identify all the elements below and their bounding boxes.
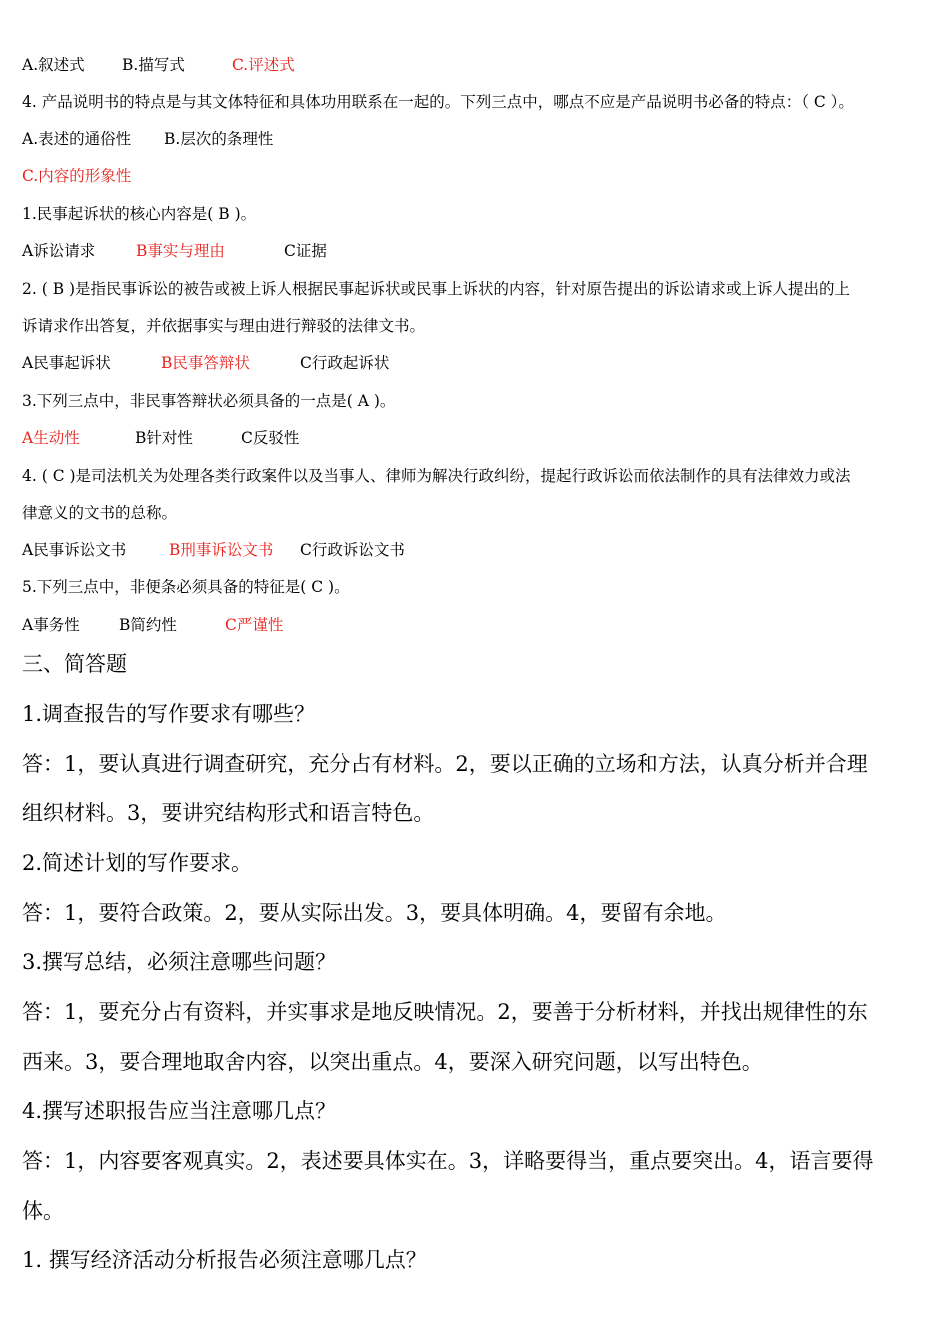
mc-question: 1.民事起诉状的核心内容是( B )。 [22, 205, 257, 223]
mc-question-cont: 诉请求作出答复，并依据事实与理由进行辩驳的法律文书。 [22, 317, 426, 335]
option-b-answer: B事实与理由 [136, 242, 225, 260]
answer-1-line-2: 组织材料。3，要讲究结构形式和语言特色。 [22, 801, 435, 825]
answer-2: 答：1，要符合政策。2，要从实际出发。3，要具体明确。4，要留有余地。 [22, 901, 727, 925]
answer-3-line-2: 西来。3，要合理地取舍内容，以突出重点。4，要深入研究问题，以写出特色。 [22, 1050, 763, 1074]
mc-question: 2. ( B )是指民事诉讼的被告或被上诉人根据民事起诉状或民事上诉状的内容，针对原告提出的诉讼请求或上诉人提出的上 [22, 280, 851, 298]
option-a: A民事起诉状 [22, 354, 111, 372]
mc-question: 3.下列三点中，非民事答辩状必须具备的一点是( A )。 [22, 392, 396, 410]
option-b: B.层次的条理性 [164, 130, 274, 148]
answer-4-line-1: 答：1，内容要客观真实。2，表述要具体实在。3，详略要得当，重点要突出。4，语言要得 [22, 1149, 874, 1173]
option-b: B.描写式 [122, 56, 185, 74]
option-c: C反驳性 [241, 429, 300, 447]
option-a: A.叙述式 [22, 56, 85, 74]
option-b-answer: B民事答辩状 [161, 354, 250, 372]
mc-line-options [22, 241, 327, 261]
option-a-answer: A生动性 [22, 429, 80, 447]
question-5: 1. 撰写经济活动分析报告必须注意哪几点？ [22, 1248, 427, 1272]
mc-question: 4. 产品说明书的特点是与其文体特征和具体功用联系在一起的。下列三点中，哪点不应是产品说明书必备的特点：（ C ）。 [22, 93, 854, 111]
option-a: A.表述的通俗性 [22, 130, 132, 148]
mc-line-options [22, 615, 283, 635]
mc-line-options [22, 129, 273, 149]
option-b: B针对性 [135, 429, 193, 447]
option-c: C行政起诉状 [300, 354, 390, 372]
option-c-answer: C严谨性 [225, 616, 284, 634]
answer-1-line-1: 答：1，要认真进行调查研究，充分占有材料。2，要以正确的立场和方法，认真分析并合理 [22, 752, 868, 776]
option-a: A诉讼请求 [22, 242, 96, 260]
mc-line-options [22, 428, 299, 448]
mc-line-options [22, 353, 389, 373]
option-a: A事务性 [22, 616, 80, 634]
mc-question: 5.下列三点中，非便条必须具备的特征是( C )。 [22, 578, 350, 596]
question-2: 2.简述计划的写作要求。 [22, 851, 253, 875]
option-b: B简约性 [119, 616, 177, 634]
option-c: C证据 [284, 242, 327, 260]
mc-question: 4. ( C )是司法机关为处理各类行政案件以及当事人、律师为解决行政纠纷，提起行政诉讼而依法制作的具有法律效力或法 [22, 467, 851, 485]
question-4: 4.撰写述职报告应当注意哪几点？ [22, 1099, 337, 1123]
mc-question-cont: 律意义的文书的总称。 [22, 504, 178, 522]
option-a: A民事诉讼文书 [22, 541, 127, 559]
option-c: C行政诉讼文书 [300, 541, 405, 559]
answer-3-line-1: 答：1，要充分占有资料，并实事求是地反映情况。2，要善于分析材料，并找出规律性的东 [22, 1000, 868, 1024]
question-3: 3.撰写总结，必须注意哪些问题？ [22, 950, 337, 974]
mc-line-options [22, 55, 295, 75]
option-c-answer: C.内容的形象性 [22, 167, 132, 185]
question-1: 1.调查报告的写作要求有哪些？ [22, 702, 316, 726]
mc-line-options [22, 540, 405, 560]
option-c-answer: C.评述式 [232, 56, 295, 74]
answer-4-line-2: 体。 [22, 1199, 64, 1223]
section-heading: 三、简答题 [22, 652, 127, 676]
option-b-answer: B刑事诉讼文书 [169, 541, 274, 559]
